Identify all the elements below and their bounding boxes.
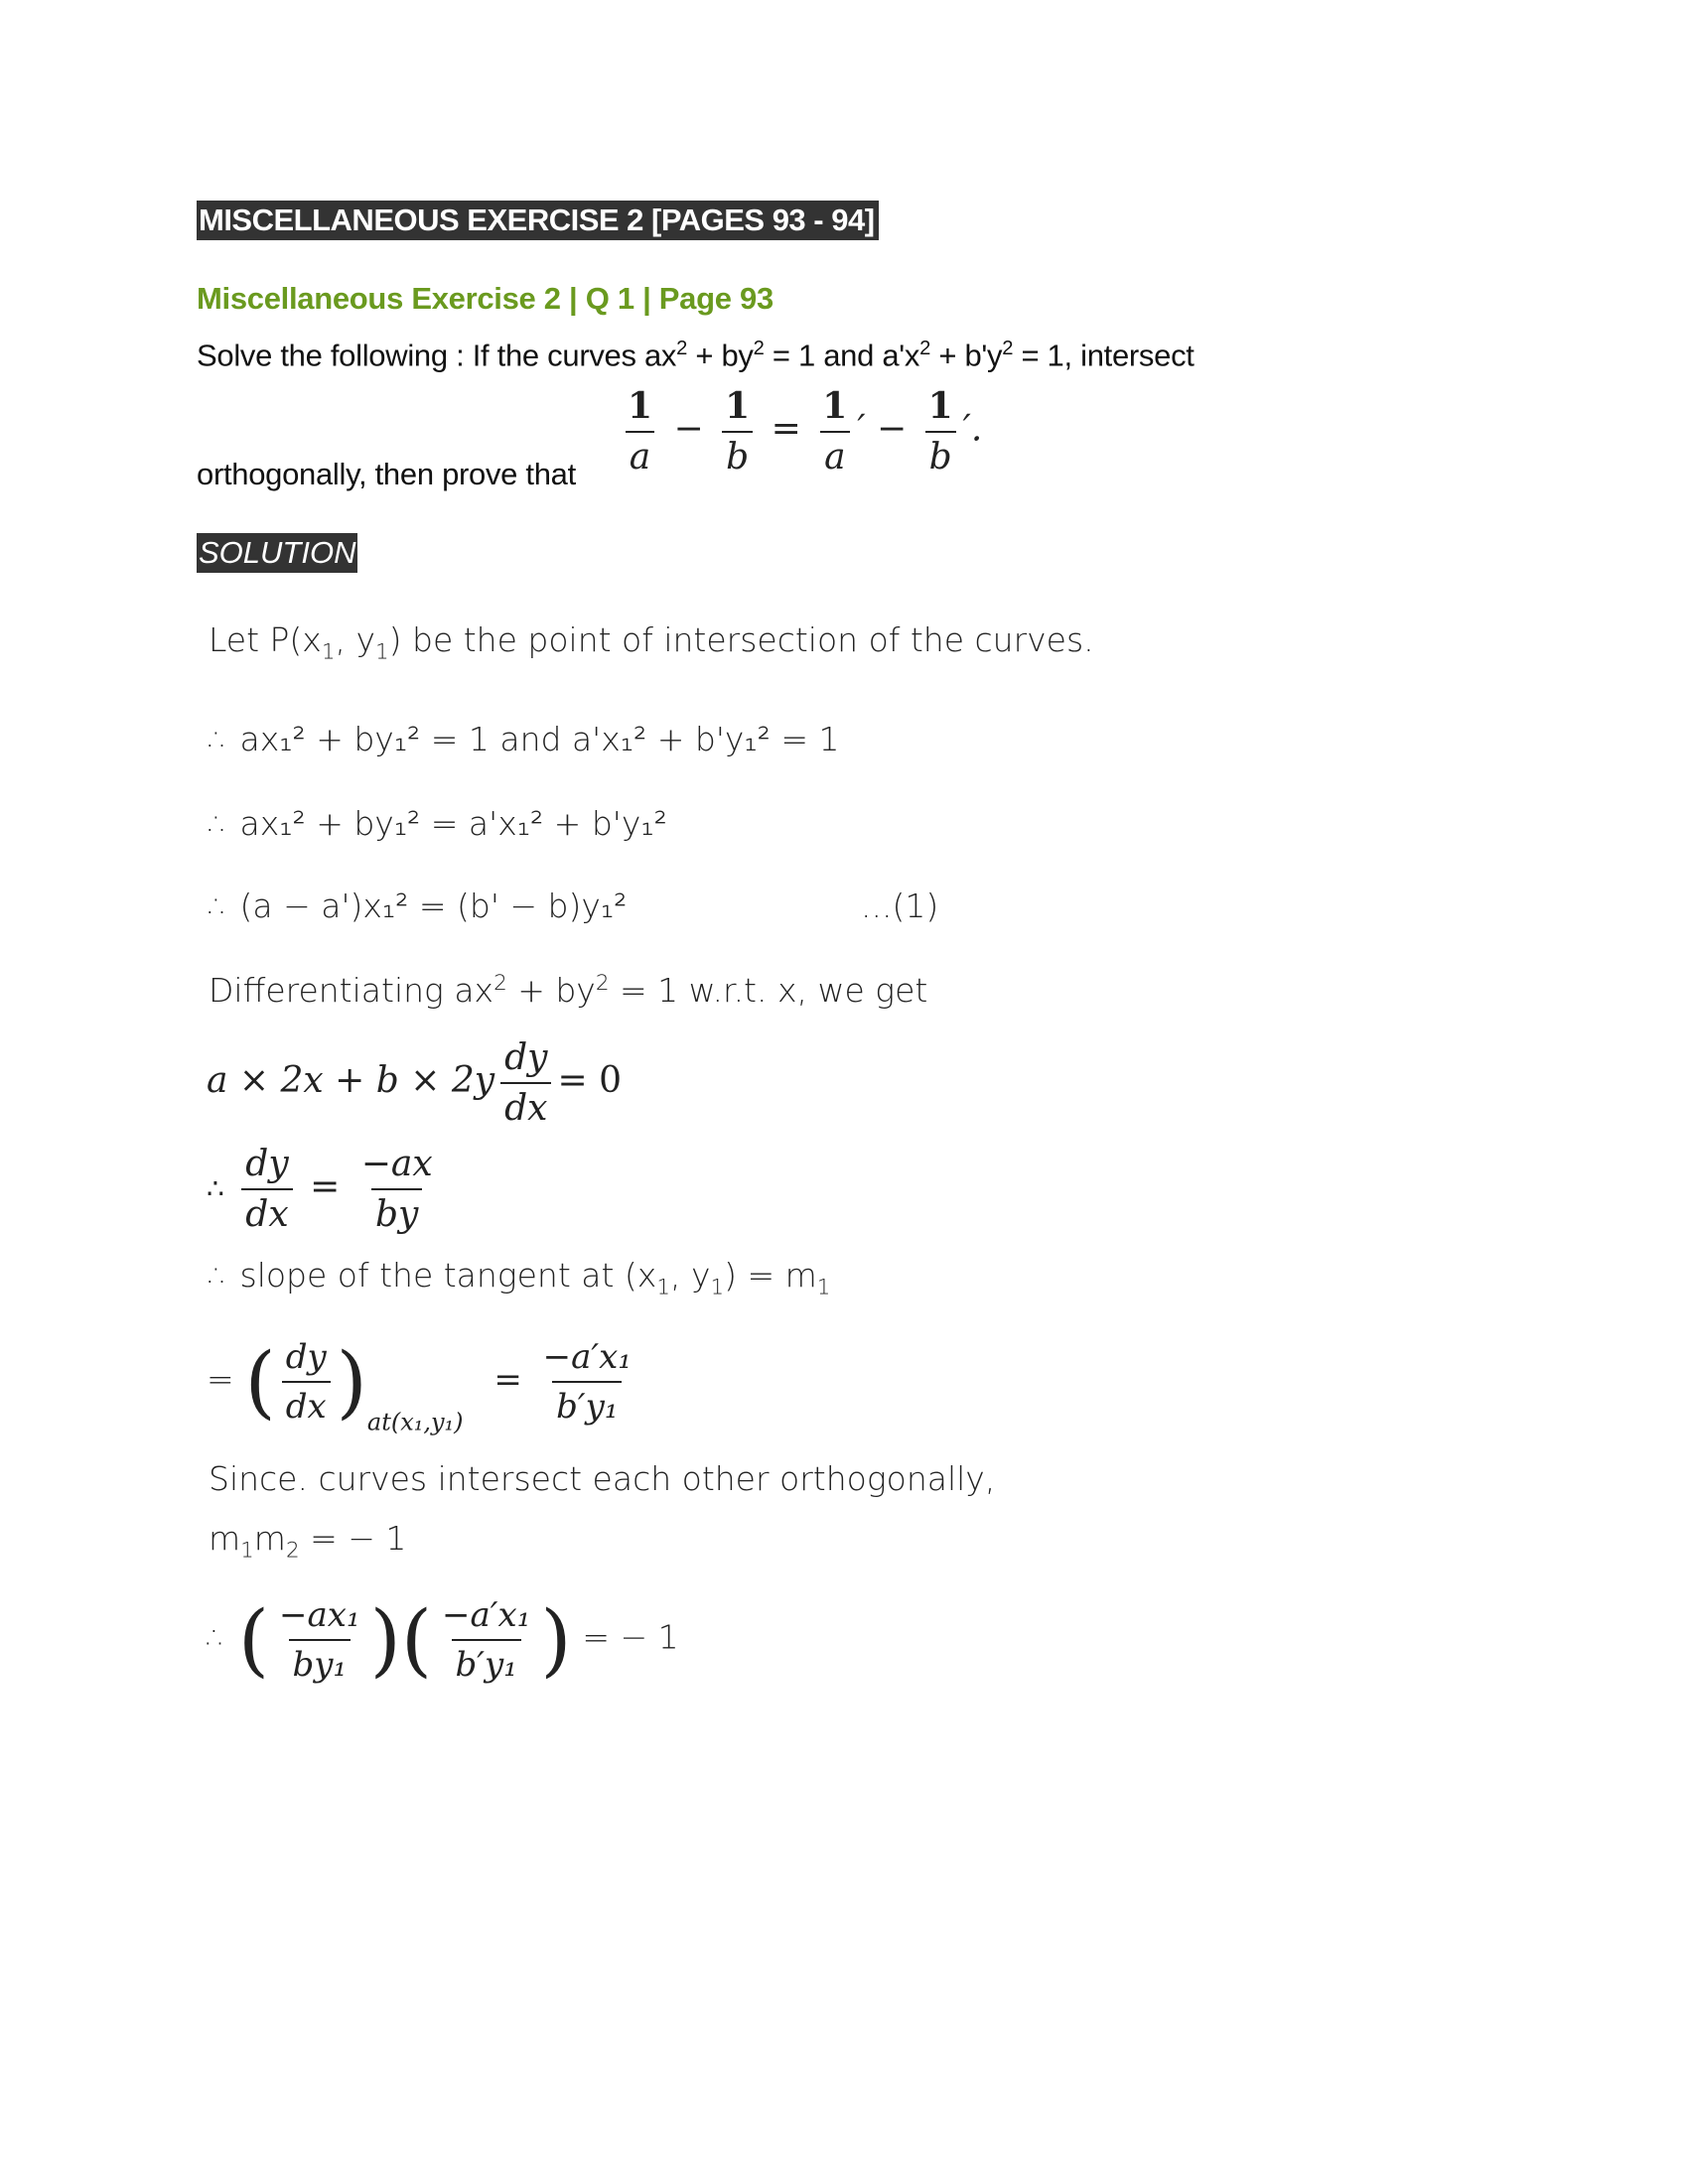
solution-line-3: ∴ ax₁² + by₁² = a'x₁² + b'y₁² — [209, 804, 667, 843]
solution-line-4: ∴ (a − a')x₁² = (b' − b)y₁² — [209, 887, 628, 925]
question-text-line-2: orthogonally, then prove that — [197, 457, 576, 491]
fraction: $\frac{1}{a}$ — [818, 385, 851, 478]
solution-line-6: ∴ slope of the tangent at ($x_1$, $y_1) = m_1$ — [209, 1256, 831, 1300]
therefore-symbol: ∴ — [209, 887, 229, 925]
fraction: $\frac{\text{−a′x₁}}{\text{b′y₁}}$ — [542, 1336, 632, 1427]
equation-derivative: a × 2x + b × 2y $\frac{dy}{dx}$ = 0 — [207, 1037, 623, 1129]
fraction: $\frac{1}{b}$ — [924, 385, 957, 478]
solution-line-5: Differentiating $ax^2 + by^2 = 1$ w.r.t. x, we get — [209, 971, 928, 1010]
question-text-line-1: Solve the following : If the curves $ax^2 + by^2 = 1$ and $a'x^2 + b'y^2 = 1$, intersect — [197, 338, 1195, 373]
solution-line-2: ∴ ax₁² + by₁² = 1 and a'x₁² + b'y₁² = 1 — [209, 720, 840, 758]
fraction: $\frac{\text{−a′x₁}}{\text{b′y₁}}$ — [442, 1594, 531, 1685]
therefore-symbol: ∴ — [209, 1256, 229, 1295]
therefore-symbol: ∴ — [209, 804, 229, 843]
equation-orthogonality: ∴ ( $\frac{\text{−ax₁}}{\text{by₁}}$ )( $\frac{\text{−a′x₁}}{\text{b′y₁}}$ ) = − 1 — [207, 1593, 679, 1686]
equation-tag: ...(1) — [861, 887, 939, 925]
fraction: $\frac{1}{b}$ — [721, 385, 754, 478]
solution-line-8: $m_1m_2$ = − 1 — [209, 1519, 407, 1564]
question-formula: $\frac{1}{a}$ − $\frac{1}{b}$ = $\frac{1}{a}$ ′ − $\frac{1}{b}$ ′. — [618, 385, 982, 478]
equation-dydx: ∴ $\frac{dy}{dx}$ = $\frac{-ax}{by}$ — [207, 1144, 443, 1235]
solution-line-1: Let $P(x_1$, $y_1$) be the point of intersection of the curves. — [209, 620, 1094, 665]
fraction: $\frac{\text{−ax₁}}{\text{by₁}}$ — [279, 1594, 360, 1685]
fraction: $\frac{dy}{dx}$ — [241, 1144, 292, 1235]
question-title: Miscellaneous Exercise 2 | Q 1 | Page 93 — [197, 281, 774, 316]
fraction: $\frac{1}{a}$ — [624, 385, 656, 478]
solution-label: SOLUTION — [197, 533, 357, 573]
fraction: $\frac{dy}{dx}$ — [282, 1337, 331, 1427]
therefore-symbol: ∴ — [207, 1172, 224, 1205]
fraction: $\frac{-ax}{by}$ — [360, 1144, 433, 1235]
fraction: $\frac{dy}{dx}$ — [500, 1037, 551, 1129]
equation-slope: = ( $\frac{dy}{dx}$ )$_{at(x_1,y_1)}$ = $\frac{\text{−a′x₁}}{\text{b′y₁}}$ — [207, 1335, 641, 1436]
therefore-symbol: ∴ — [207, 1617, 227, 1657]
solution-line-7: Since. curves intersect each other orthogonally, — [209, 1459, 996, 1498]
exercise-header: MISCELLANEOUS EXERCISE 2 [PAGES 93 - 94] — [197, 201, 879, 240]
therefore-symbol: ∴ — [209, 720, 229, 758]
